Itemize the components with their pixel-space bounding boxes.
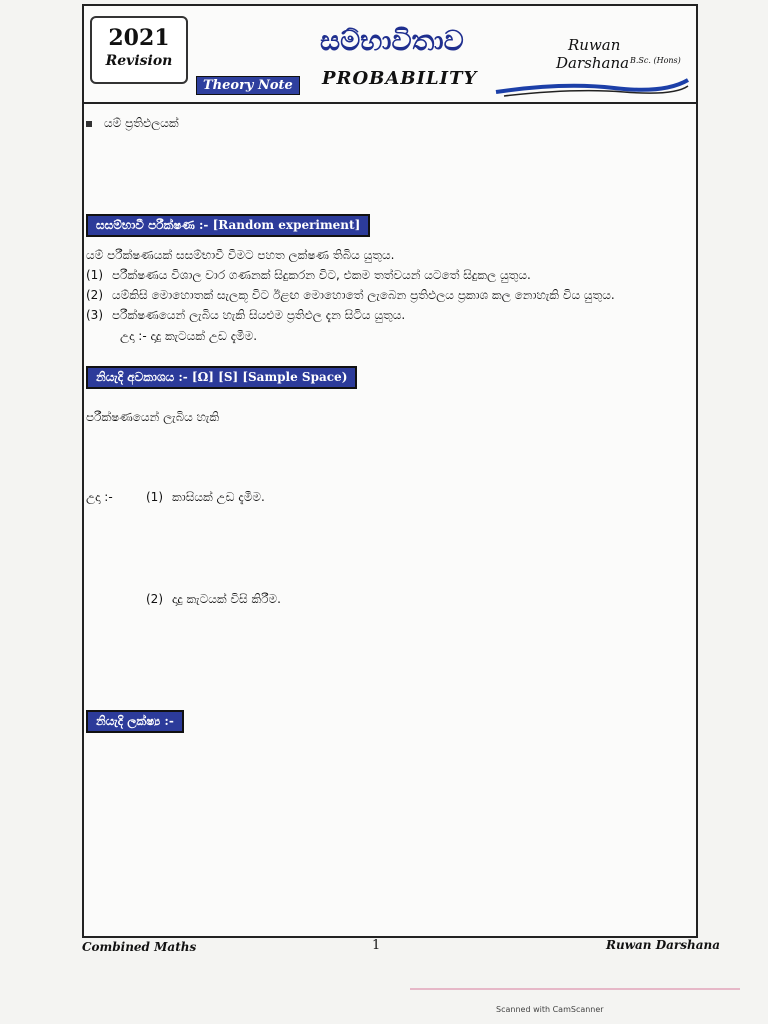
item-text: පරීක්ෂණයෙන් ලැබිය හැකි සියළුම ප්‍රතිඵල දැන සිටිය යුතුය.	[112, 308, 406, 322]
page-title-sinhala: සම්භාවිතාව	[320, 24, 464, 57]
author-first-name: Ruwan	[568, 36, 621, 54]
sample-space-example-2	[146, 592, 281, 607]
item-text: පරීක්ෂණය විශාල වාර ගණනක් සිදුකරන විට, එකම තත්වයන් යටතේ සිදුකල යුතුය.	[112, 268, 531, 282]
sample-space-example-label: උදා :-	[86, 490, 113, 504]
sample-space-lead: පරීක්ෂණයෙන් ලැබිය හැකි	[86, 410, 220, 424]
random-experiment-example: උදා :- දාදු කැටයක් උඩ දැමීම.	[120, 329, 258, 343]
intro-bullet	[86, 116, 179, 131]
wave-logo-icon	[494, 76, 690, 98]
example-text: දාදු කැටයක් විසි කිරීම.	[172, 592, 281, 606]
scanner-watermark: Scanned with CamScanner	[496, 1005, 604, 1014]
header-divider	[84, 102, 696, 104]
random-experiment-item-3	[86, 308, 405, 323]
sample-space-banner-en: [Ω] [S] [Sample Space)	[191, 370, 348, 384]
scan-divider	[410, 988, 740, 990]
footer-author: Ruwan Darshana	[606, 938, 720, 952]
random-experiment-banner	[86, 214, 370, 237]
badge-revision: Revision	[105, 53, 173, 69]
footer-page-number: 1	[372, 938, 381, 953]
item-number: (1)	[86, 268, 103, 282]
sample-space-banner-si: නියැදි අවකාශය :-	[96, 370, 188, 384]
author-degree: B.Sc. (Hons)	[630, 56, 681, 65]
theory-note-label: Theory Note	[196, 76, 300, 95]
item-number: (3)	[86, 308, 103, 322]
footer-subject: Combined Maths	[82, 940, 197, 954]
badge-year: 2021	[108, 25, 170, 51]
item-text: යම්කිසි මොහොතක් සැලකූ විට ඊළඟ මොහොතේ ලැබෙන ප්‍රතිඵලය ප්‍රකාශ කල නොහැකි විය යුතුය.	[112, 288, 615, 302]
sample-points-banner	[86, 710, 184, 733]
intro-bullet-text: යම් ප්‍රතිඵලයක්	[104, 116, 179, 130]
random-experiment-banner-en: [Random experiment]	[212, 218, 361, 232]
random-experiment-banner-si: සසම්භාවී පරීක්ෂණ :-	[96, 218, 209, 232]
example-text: කාසියක් උඩ දැමීම.	[172, 490, 265, 504]
author-last-name: Darshana	[556, 54, 630, 72]
page-frame	[82, 4, 698, 938]
sample-points-banner-si: නියැදි ලක්ෂ්‍ය :-	[96, 714, 174, 728]
page-title-english: PROBABILITY	[322, 68, 478, 89]
example-number: (1)	[146, 490, 163, 504]
sample-space-banner	[86, 366, 357, 389]
sample-space-example-1	[146, 490, 265, 505]
revision-badge	[90, 16, 188, 84]
bullet-square-icon	[86, 121, 92, 127]
random-experiment-item-1	[86, 268, 531, 283]
random-experiment-lead: යම් පරීක්ෂණයක් සසම්භාවී වීමට පහත ලක්ෂණ තිබිය යුතුය.	[86, 248, 395, 262]
random-experiment-item-2	[86, 288, 615, 303]
item-number: (2)	[86, 288, 103, 302]
example-number: (2)	[146, 592, 163, 606]
